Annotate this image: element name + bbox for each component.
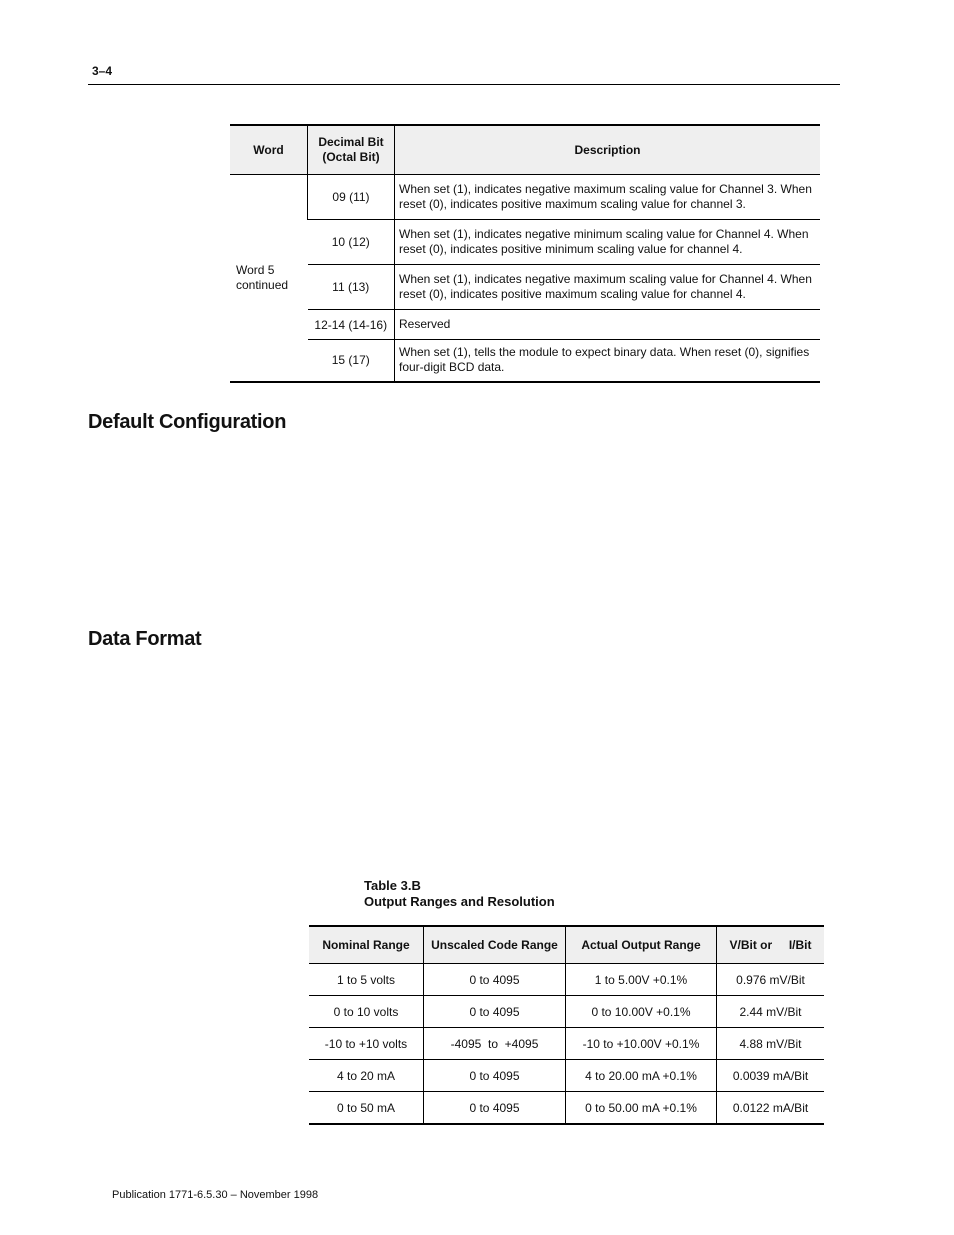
header-description: Description bbox=[395, 125, 821, 175]
nominal-range-cell: 0 to 10 volts bbox=[309, 996, 424, 1028]
bit-cell: 12-14 (14-16) bbox=[308, 310, 395, 340]
nominal-range-cell: 0 to 50 mA bbox=[309, 1092, 424, 1125]
resolution-cell: 0.976 mV/Bit bbox=[717, 964, 825, 996]
description-cell: Reserved bbox=[395, 310, 821, 340]
description-cell: When set (1), tells the module to expect binary data. When reset (0), signifies four-digit BCD data. bbox=[395, 340, 821, 382]
table-row bbox=[309, 1060, 824, 1092]
header-resolution-label: V/Bit or I/Bit bbox=[729, 938, 812, 952]
table-row bbox=[309, 1092, 824, 1125]
header-unscaled-code-range: Unscaled Code Range bbox=[424, 926, 566, 964]
page-number: 3–4 bbox=[92, 64, 113, 78]
table-row bbox=[309, 964, 824, 996]
table-row bbox=[309, 1028, 824, 1060]
header-bit bbox=[308, 125, 395, 175]
table-caption-number: Table 3.B bbox=[364, 878, 421, 893]
table-header-row bbox=[309, 926, 824, 964]
nominal-range-cell: 1 to 5 volts bbox=[309, 964, 424, 996]
bit-cell: 11 (13) bbox=[308, 265, 395, 310]
output-range-cell: 0 to 50.00 mA +0.1% bbox=[566, 1092, 717, 1125]
word-cell bbox=[230, 175, 308, 382]
bit-cell: 10 (12) bbox=[308, 220, 395, 265]
header-bit-label: Decimal Bit (Octal Bit) bbox=[318, 135, 384, 164]
output-range-cell: 0 to 10.00V +0.1% bbox=[566, 996, 717, 1028]
code-range-cell: 0 to 4095 bbox=[424, 964, 566, 996]
table-row bbox=[309, 996, 824, 1028]
description-cell: When set (1), indicates negative maximum scaling value for Channel 4. When reset (0), indicates positive maximum scaling value for channel 4. bbox=[395, 265, 821, 310]
table-row bbox=[230, 340, 820, 382]
code-range-cell bbox=[424, 1028, 566, 1060]
resolution-cell: 4.88 mV/Bit bbox=[717, 1028, 825, 1060]
code-range-cell: 0 to 4095 bbox=[424, 996, 566, 1028]
description-cell: When set (1), indicates negative maximum scaling value for Channel 3. When reset (0), indicates positive maximum scaling value for channel 3. bbox=[395, 175, 821, 220]
description-cell: When set (1), indicates negative minimum scaling value for Channel 4. When reset (0), indicates positive minimum scaling value for channel 4. bbox=[395, 220, 821, 265]
header-word: Word bbox=[230, 125, 308, 175]
code-range-cell: 0 to 4095 bbox=[424, 1092, 566, 1125]
table-row bbox=[230, 265, 820, 310]
header-nominal-range: Nominal Range bbox=[309, 926, 424, 964]
nominal-range-cell: -10 to +10 volts bbox=[309, 1028, 424, 1060]
output-range-cell: -10 to +10.00V +0.1% bbox=[566, 1028, 717, 1060]
bit-cell: 09 (11) bbox=[308, 175, 395, 220]
table-row bbox=[230, 310, 820, 340]
code-range-cell: 0 to 4095 bbox=[424, 1060, 566, 1092]
bit-cell: 15 (17) bbox=[308, 340, 395, 382]
table-caption-title: Output Ranges and Resolution bbox=[364, 894, 555, 909]
publication-footer: Publication 1771-6.5.30 – November 1998 bbox=[112, 1189, 319, 1201]
word-label: Word 5 continued bbox=[236, 262, 289, 292]
header-actual-output-range: Actual Output Range bbox=[566, 926, 717, 964]
code-range-text: -4095 to +4095 bbox=[450, 1036, 539, 1051]
table-row bbox=[230, 175, 820, 220]
output-range-cell: 1 to 5.00V +0.1% bbox=[566, 964, 717, 996]
table-header-row bbox=[230, 125, 820, 175]
resolution-cell: 2.44 mV/Bit bbox=[717, 996, 825, 1028]
resolution-cell: 0.0122 mA/Bit bbox=[717, 1092, 825, 1125]
output-range-cell: 4 to 20.00 mA +0.1% bbox=[566, 1060, 717, 1092]
table-row bbox=[230, 220, 820, 265]
section-heading-data-format: Data Format bbox=[88, 628, 202, 650]
header-rule bbox=[88, 84, 840, 85]
output-ranges-table bbox=[309, 925, 824, 1125]
table-caption bbox=[364, 878, 555, 910]
bit-description-table bbox=[230, 124, 820, 383]
resolution-cell: 0.0039 mA/Bit bbox=[717, 1060, 825, 1092]
header-resolution bbox=[717, 926, 825, 964]
section-heading-default-configuration: Default Configuration bbox=[88, 411, 287, 433]
nominal-range-cell: 4 to 20 mA bbox=[309, 1060, 424, 1092]
